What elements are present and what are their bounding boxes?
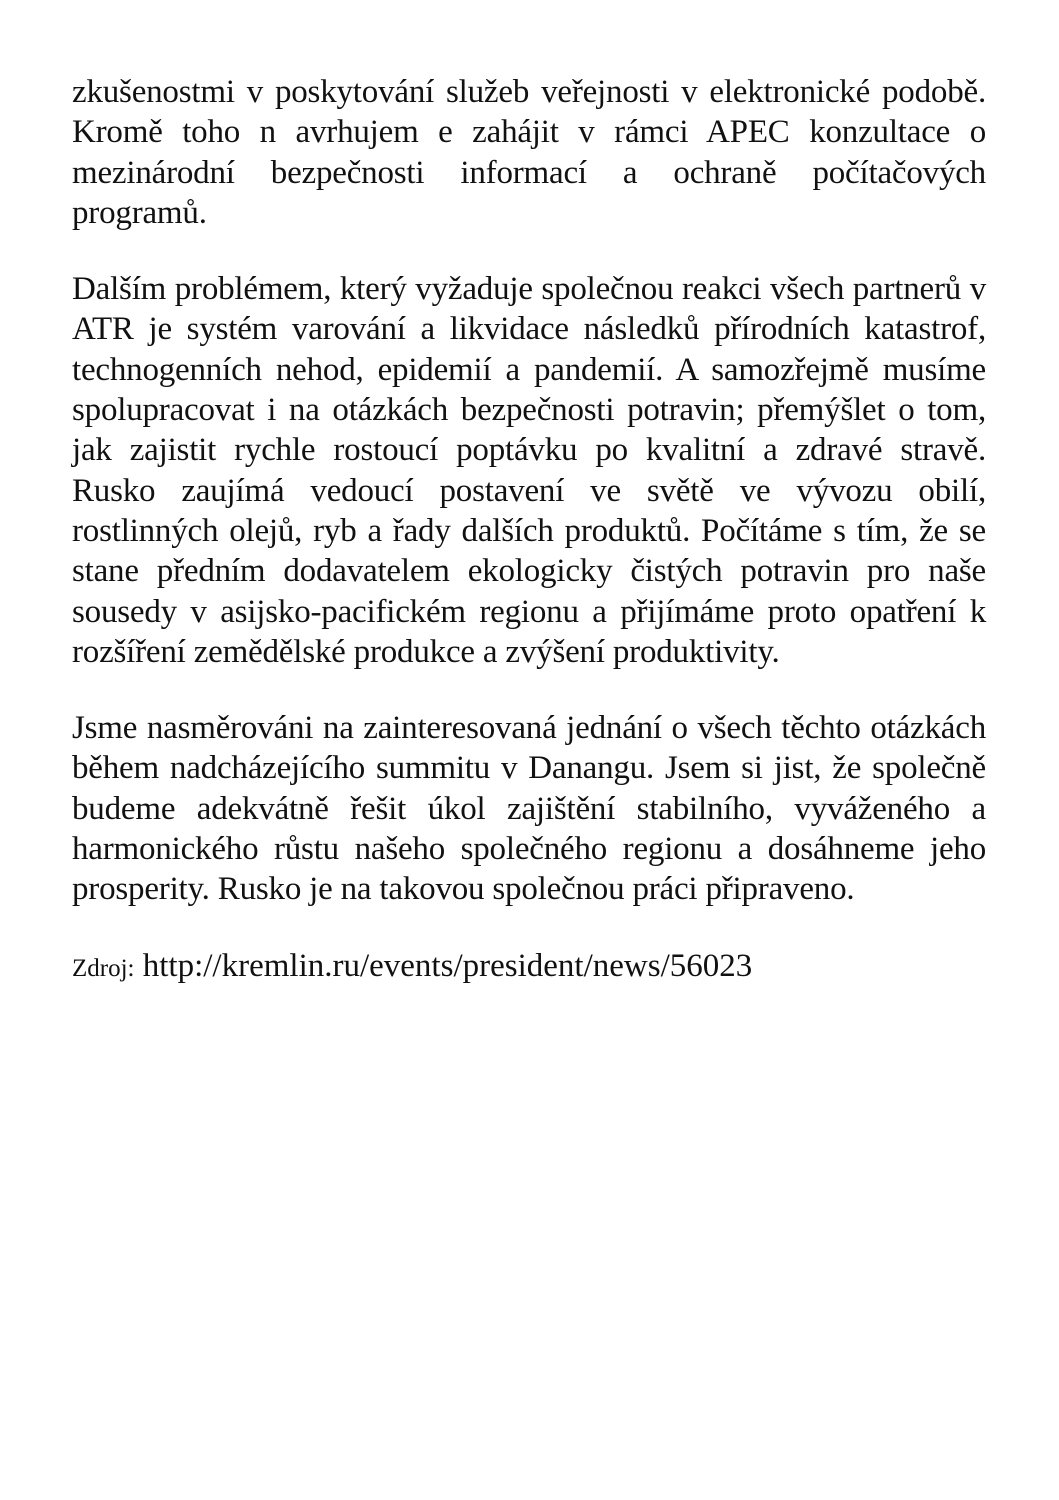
document-page [72, 72, 986, 989]
paragraph-3: Jsme nasměrováni na zainteresovaná jednání o všech těchto otázkách během nadcházejícího summitu v Danangu. Jsem si jist, že společně budeme adekvátně řešit úkol zajištění stabilního, vyváženého a harmonického růstu našeho společného regionu a dosáhneme jeho prosperity. Rusko je na takovou společnou práci připraveno. [72, 710, 986, 908]
paragraph-1: zkušenostmi v poskytování služeb veřejnosti v elektronické podobě. Kromě toho n avrhujem e zahájit v rámci APEC konzultace o mezinárodní bezpečnosti informací a ochraně počítačových programů. [72, 74, 986, 231]
source-label: Zdroj: [72, 954, 135, 982]
paragraph-2: Dalším problémem, který vyžaduje společnou reakci všech partnerů v ATR je systém varování a likvidace následků přírodních katastrof, technogenních nehod, epidemií a pandemií. A samozřejmě musíme spolupracovat i na otázkách bezpečnosti potravin; přemýšlet o tom, jak zajistit rychle rostoucí poptávku po kvalitní a zdravé stravě. Rusko zaujímá vedoucí postavení ve světě ve vývozu obilí, rostlinných olejů, ryb a řady dalších produktů. Počítáme s tím, že se stane předním dodavatelem ekologicky čistých potravin pro naše sousedy v asijsko-pacifickém regionu a přijímáme proto opatření k rozšíření zemědělské produkce a zvýšení produktivity. [72, 271, 986, 670]
source-line [72, 946, 986, 989]
source-url-link[interactable]: http://kremlin.ru/events/president/news/56023 [142, 947, 753, 984]
